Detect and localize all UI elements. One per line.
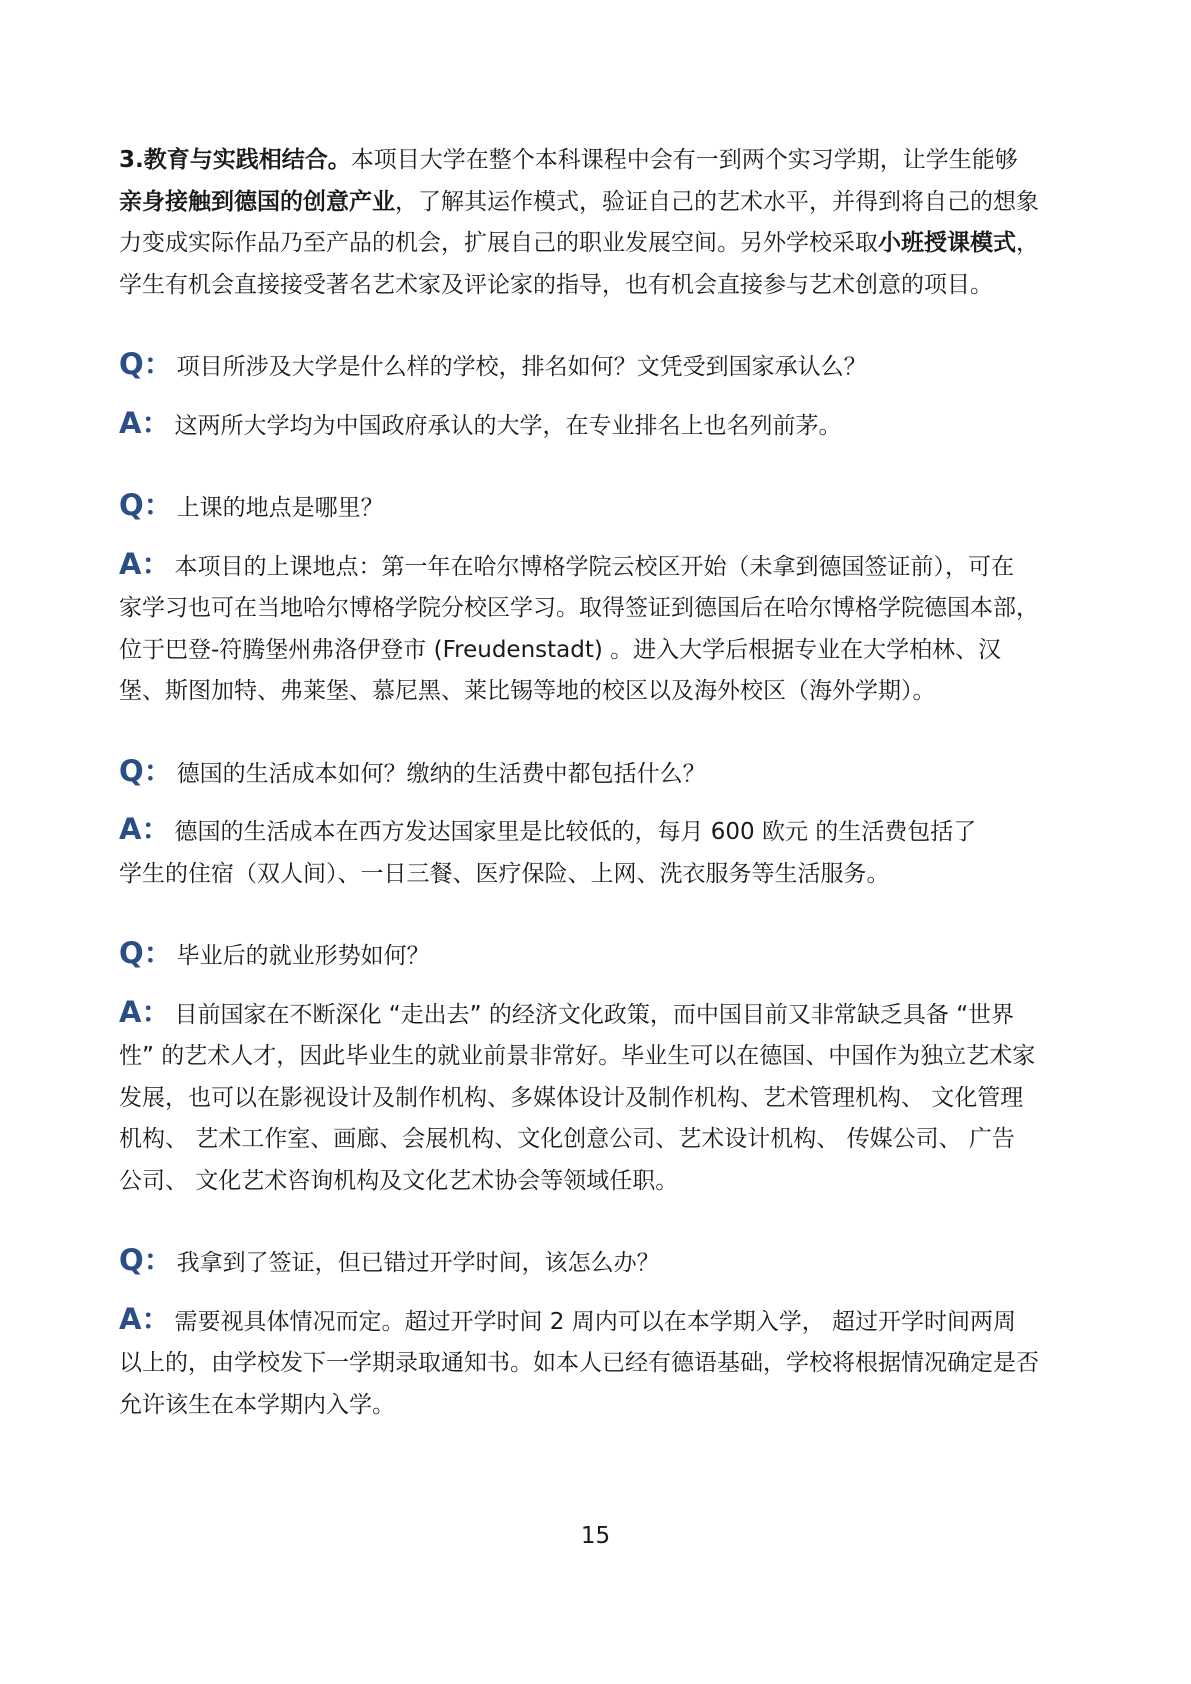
answer-line: 发展，也可以在影视设计及制作机构、多媒体设计及制作机构、艺术管理机构、 文化管理	[119, 1084, 1024, 1111]
answer-text: 德国的生活成本在西方发达国家里是比较低的，每月 600 欧元 的生活费包括了	[174, 819, 977, 845]
intro-text: 本项目大学在整个本科课程中会有一到两个实习学期，让学生能够	[350, 147, 1018, 173]
question-text: 我拿到了签证，但已错过开学时间，该怎么办？	[176, 1250, 660, 1276]
faq-answer	[119, 544, 1079, 589]
intro-heading: 3.教育与实践相结合。	[119, 147, 351, 173]
answer-mark: A：	[119, 994, 171, 1029]
intro-line	[119, 140, 1079, 182]
answer-text: 本项目的上课地点：第一年在哈尔博格学院云校区开始（未拿到德国签证前），可在	[174, 553, 1014, 580]
faq-question	[119, 485, 1079, 530]
answer-mark: A：	[119, 546, 171, 581]
intro-text: ，了解其运作模式，验证自己的艺术水平，并得到将自己的想象	[395, 188, 1039, 215]
intro-paragraph	[119, 140, 1079, 306]
answer-line: 堡、斯图加特、弗莱堡、慕尼黑、莱比锡等地的校区以及海外校区（海外学期）。	[119, 678, 936, 704]
faq-item	[119, 751, 1079, 896]
question-mark: Q：	[119, 936, 173, 970]
faq-question	[119, 344, 1079, 389]
faq-question	[119, 1240, 1079, 1285]
faq-question	[119, 933, 1079, 978]
question-mark: Q：	[119, 488, 173, 522]
faq-answer	[119, 992, 1079, 1037]
intro-line	[119, 265, 1079, 307]
faq-answer	[119, 1299, 1079, 1344]
intro-line	[119, 223, 1079, 265]
answer-text: 需要视具体情况而定。超过开学时间 2 周内可以在本学期入学， 超过开学时间两周	[174, 1308, 1017, 1335]
answer-text: 这两所大学均为中国政府承认的大学，在专业排名上也名列前茅。	[174, 412, 842, 439]
answer-line: 位于巴登-符腾堡州弗洛伊登市 (Freudenstadt) 。进入大学后根据专业在大学柏林、汉	[119, 636, 1002, 663]
question-text: 上课的地点是哪里？	[176, 495, 384, 521]
answer-mark: A：	[119, 1301, 171, 1336]
answer-line: 公司、 文化艺术咨询机构及文化艺术协会等领域任职。	[119, 1167, 679, 1194]
intro-text: ，	[1016, 230, 1039, 256]
intro-line	[119, 182, 1079, 224]
answer-text: 目前国家在不断深化 “走出去” 的经济文化政策，而中国目前又非常缺乏具备 “世界	[174, 1001, 1015, 1028]
faq-item	[119, 344, 1079, 447]
answer-mark: A：	[119, 812, 171, 846]
answer-line: 学生的住宿（双人间）、一日三餐、医疗保险、上网、洗衣服务等生活服务。	[119, 860, 890, 887]
faq-item	[119, 485, 1079, 713]
answer-line: 家学习也可在当地哈尔博格学院分校区学习。取得签证到德国后在哈尔博格学院德国本部，	[119, 595, 1039, 621]
intro-text: 学生有机会直接接受著名艺术家及评论家的指导，也有机会直接参与艺术创意的项目。	[119, 271, 993, 298]
faq-question	[119, 751, 1079, 796]
intro-text: 力变成实际作品乃至产品的机会，扩展自己的职业发展空间。另外学校采取	[119, 230, 878, 256]
question-mark: Q：	[119, 1243, 173, 1277]
answer-line: 机构、 艺术工作室、画廊、会展机构、文化创意公司、艺术设计机构、 传媒公司、 广告	[119, 1126, 1015, 1152]
faq-item	[119, 933, 1079, 1202]
document-page	[119, 140, 1079, 1426]
answer-line: 允许该生在本学期内入学。	[119, 1391, 395, 1418]
faq-item	[119, 1240, 1079, 1426]
page-number: 15	[580, 1523, 611, 1549]
intro-emphasis: 小班授课模式	[878, 230, 1016, 256]
question-text: 毕业后的就业形势如何？	[176, 943, 430, 969]
answer-line: 以上的，由学校发下一学期录取通知书。如本人已经有德语基础，学校将根据情况确定是否	[119, 1350, 1039, 1376]
faq-answer	[119, 403, 1079, 448]
answer-line: 性” 的艺术人才，因此毕业生的就业前景非常好。毕业生可以在德国、中国作为独立艺术家	[119, 1043, 1036, 1069]
question-mark: Q：	[119, 753, 173, 788]
intro-emphasis: 亲身接触到德国的创意产业	[119, 188, 395, 215]
faq-answer	[119, 809, 1079, 854]
question-mark: Q：	[119, 347, 173, 381]
question-text: 德国的生活成本如何？缴纳的生活费中都包括什么？	[176, 760, 706, 787]
answer-mark: A：	[119, 405, 171, 440]
question-text: 项目所涉及大学是什么样的学校，排名如何？文凭受到国家承认么？	[176, 354, 867, 380]
